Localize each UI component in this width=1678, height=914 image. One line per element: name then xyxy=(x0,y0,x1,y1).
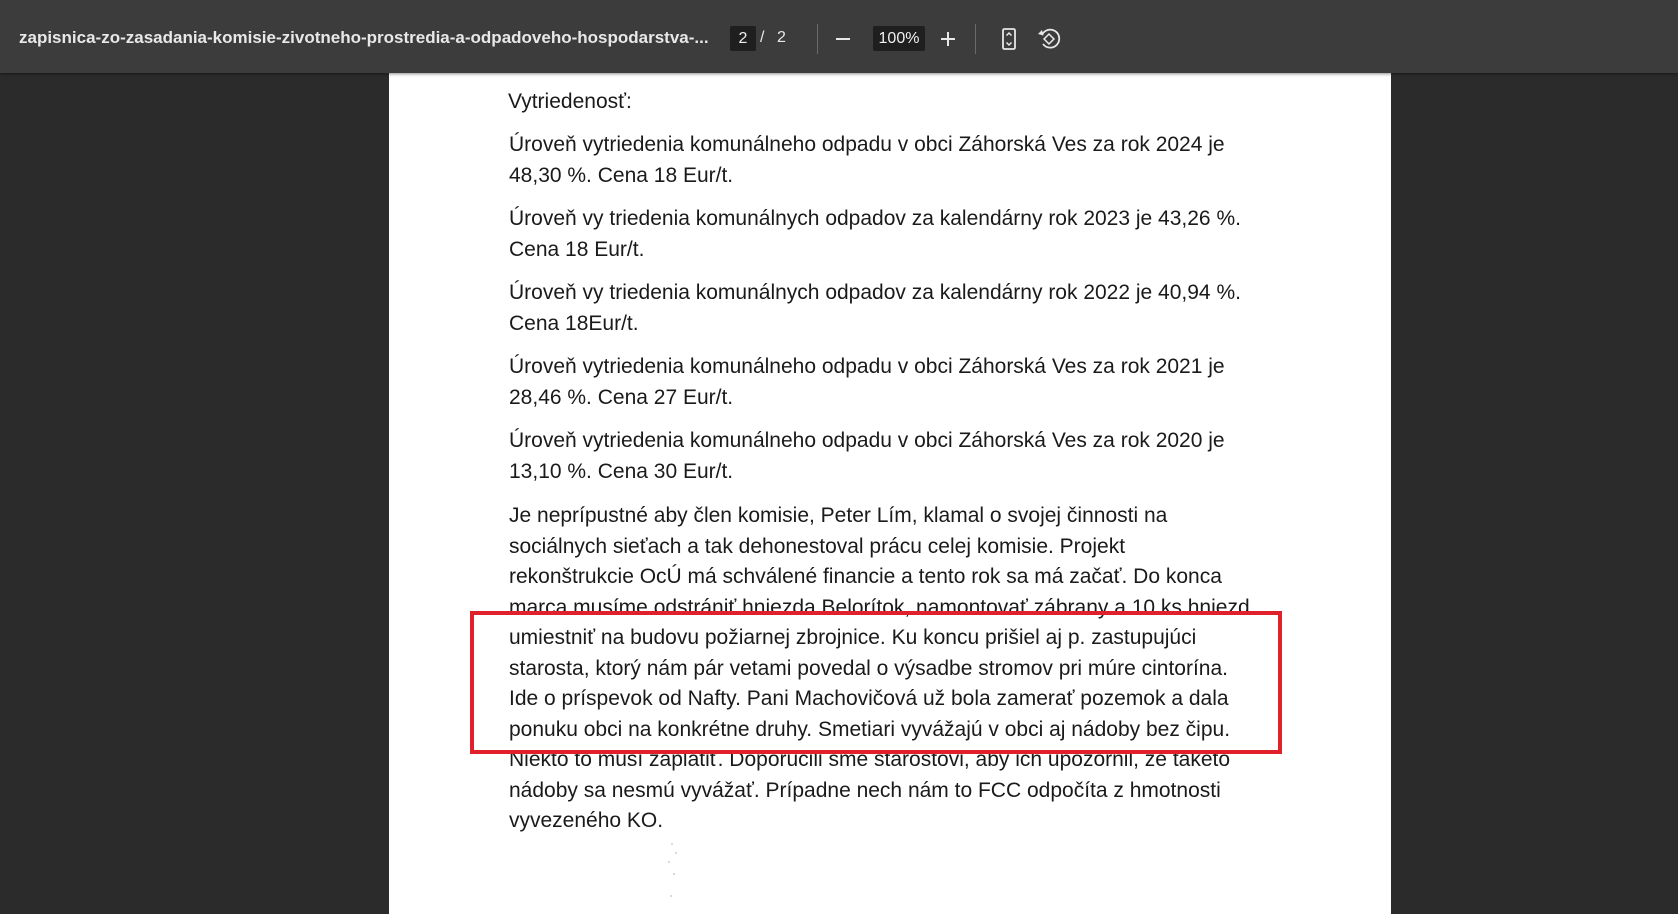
zoom-out-button[interactable] xyxy=(826,22,860,56)
scan-speck xyxy=(673,873,675,875)
text-line: 28,46 %. Cena 27 Eur/t. xyxy=(509,385,734,409)
document-title: zapisnica-zo-zasadania-komisie-zivotneho-prostredia-a-odpadoveho-hospodarstva-... xyxy=(19,28,709,47)
text-line: 48,30 %. Cena 18 Eur/t. xyxy=(509,163,734,187)
page-separator: / xyxy=(760,29,765,46)
paragraph xyxy=(509,426,1225,487)
text-line: Úroveň vytriedenia komunálneho odpadu v obci Záhorská Ves za rok 2020 je xyxy=(509,429,1225,452)
text-line: Je neprípustné aby člen komisie, Peter Lím, klamal o svojej činnosti na xyxy=(509,504,1168,527)
text-line: rekonštrukcie OcÚ má schválené financie a tento rok sa má začať. Do konca xyxy=(509,565,1222,588)
scan-speck xyxy=(670,895,672,897)
zoom-level-input[interactable]: 100% xyxy=(873,26,925,51)
scan-speck xyxy=(671,843,673,845)
text-line: marca musíme odstrániť hniezda Belorítok, namontovať zábrany a 10 ks hniezd xyxy=(509,595,1250,619)
paragraph xyxy=(509,352,1225,413)
text-line: Úroveň vy triedenia komunálnych odpadov za kalendárny rok 2023 je 43,26 %. xyxy=(509,207,1241,230)
text-line: sociálnych sieťach a tak dehonestoval prácu celej komisie. Projekt xyxy=(509,534,1126,558)
scan-speck xyxy=(675,852,677,854)
text-line: Cena 18Eur/t. xyxy=(509,311,639,335)
text-line: starosta, ktorý nám pár vetami povedal o výsadbe stromov pri múre cintorína. xyxy=(509,656,1228,680)
fit-page-button[interactable] xyxy=(992,22,1026,56)
paragraph xyxy=(509,204,1241,265)
toolbar-divider xyxy=(817,24,818,54)
scan-speck xyxy=(668,861,670,863)
text-line: Úroveň vy triedenia komunálnych odpadov za kalendárny rok 2022 je 40,94 %. xyxy=(509,281,1241,304)
rotate-icon xyxy=(1032,22,1066,56)
text-line: nádoby sa nesmú vyvážať. Prípadne nech nám to FCC odpočíta z hmotnosti xyxy=(509,778,1221,802)
minus-icon xyxy=(826,22,860,56)
pdf-page xyxy=(389,73,1391,914)
text-line: Úroveň vytriedenia komunálneho odpadu v obci Záhorská Ves za rok 2024 je xyxy=(509,133,1225,156)
fit-page-icon xyxy=(992,22,1026,56)
page-number-input[interactable]: 2 xyxy=(730,26,756,51)
text-line: ponuku obci na konkrétne druhy. Smetiari vyvážajú v obci aj nádoby bez čipu. xyxy=(509,717,1231,741)
text-line: Úroveň vytriedenia komunálneho odpadu v obci Záhorská Ves za rok 2021 je xyxy=(509,355,1225,378)
text-line: Ide o príspevok od Nafty. Pani Machovičová už bola zamerať pozemok a dala xyxy=(509,687,1229,710)
paragraph xyxy=(509,130,1225,191)
section-heading: Vytriedenosť: xyxy=(508,90,632,113)
zoom-in-button[interactable] xyxy=(931,22,965,56)
toolbar-divider xyxy=(975,24,976,54)
text-line: umiestniť na budovu požiarnej zbrojnice. Ku koncu prišiel aj p. zastupujúci xyxy=(509,626,1197,649)
text-line: Niekto to musí zaplatiť. Doporučili sme starostovi, aby ich upozornil, že takéto xyxy=(509,748,1231,771)
red-highlight-rectangle xyxy=(470,611,1282,754)
paragraph xyxy=(509,278,1241,339)
total-pages: 2 xyxy=(777,29,786,46)
text-line: Cena 18 Eur/t. xyxy=(509,237,645,261)
rotate-button[interactable] xyxy=(1032,22,1066,56)
text-line: vyvezeného KO. xyxy=(509,809,664,832)
pdf-toolbar xyxy=(0,0,1678,73)
plus-icon xyxy=(931,22,965,56)
text-line: 13,10 %. Cena 30 Eur/t. xyxy=(509,459,734,483)
